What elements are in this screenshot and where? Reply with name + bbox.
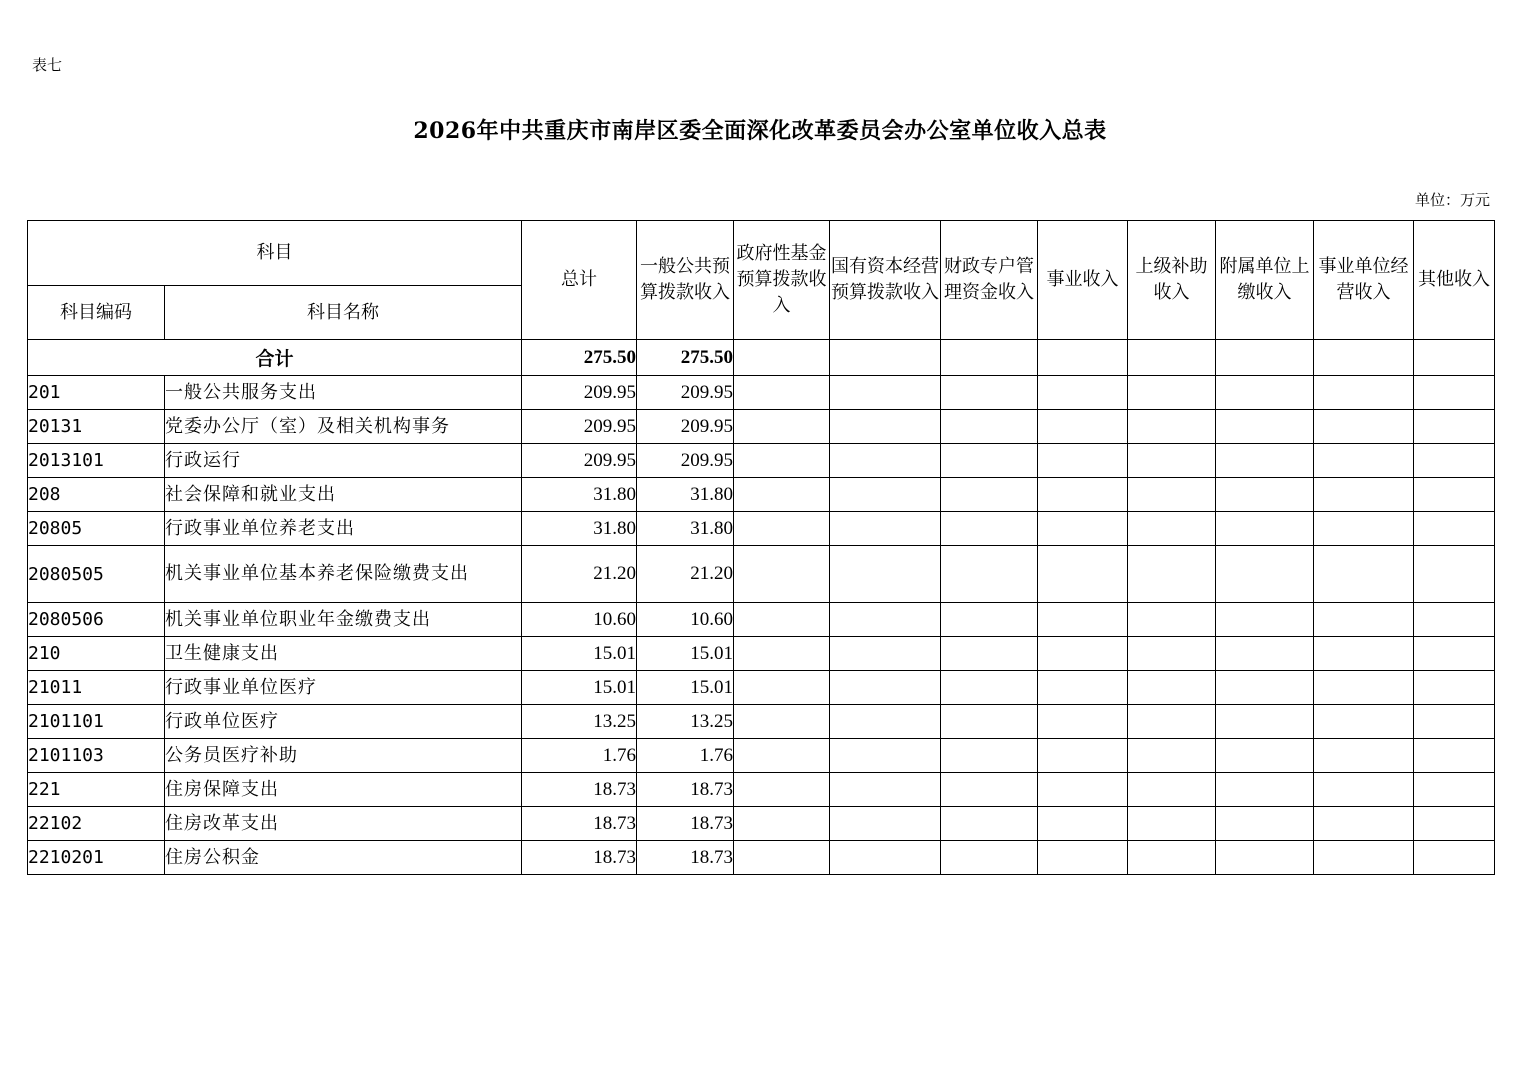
empty-cell [1314,705,1414,739]
total-cell: 21.20 [522,546,637,603]
subject-name: 行政事业单位医疗 [165,671,522,705]
subject-code: 208 [28,478,165,512]
empty-cell [830,444,941,478]
general-cell: 18.73 [637,807,734,841]
empty-cell [1128,773,1216,807]
empty-cell [1414,603,1495,637]
empty-cell [1216,841,1314,875]
subject-code: 2080505 [28,546,165,603]
subject-name: 行政单位医疗 [165,705,522,739]
empty-cell [1038,512,1128,546]
empty-cell [1314,512,1414,546]
empty-cell [941,444,1038,478]
empty-cell [1038,705,1128,739]
empty-cell [734,376,830,410]
empty-cell [941,637,1038,671]
total-cell: 18.73 [522,841,637,875]
empty-cell [734,340,830,376]
table-row [28,478,1495,512]
empty-cell [1216,478,1314,512]
empty-cell [1216,410,1314,444]
empty-cell [1414,546,1495,603]
header-special-account: 财政专户管理资金收入 [941,221,1038,340]
table-row [28,376,1495,410]
empty-cell [1038,841,1128,875]
empty-cell [1414,512,1495,546]
table-row [28,705,1495,739]
empty-cell [1216,705,1314,739]
empty-cell [941,807,1038,841]
header-subsidy-income: 上级补助收入 [1128,221,1216,340]
subject-code: 2013101 [28,444,165,478]
empty-cell [830,376,941,410]
table-row [28,739,1495,773]
subject-name: 住房改革支出 [165,807,522,841]
empty-cell [1314,603,1414,637]
empty-cell [1314,739,1414,773]
empty-cell [734,546,830,603]
subject-code: 2101103 [28,739,165,773]
table-row [28,546,1495,603]
empty-cell [1038,773,1128,807]
header-subject: 科目 [28,221,522,286]
header-total: 总计 [522,221,637,340]
subject-name: 住房公积金 [165,841,522,875]
general-cell: 15.01 [637,637,734,671]
empty-cell [1314,671,1414,705]
empty-cell [734,444,830,478]
empty-cell [1314,773,1414,807]
empty-cell [1038,478,1128,512]
empty-cell [1038,739,1128,773]
total-cell: 13.25 [522,705,637,739]
empty-cell [1128,376,1216,410]
empty-cell [1128,739,1216,773]
subject-name: 住房保障支出 [165,773,522,807]
empty-cell [830,603,941,637]
header-business-income: 事业收入 [1038,221,1128,340]
page-title: 2026年中共重庆市南岸区委全面深化改革委员会办公室单位收入总表 [413,118,1107,144]
empty-cell [1128,841,1216,875]
empty-cell [734,705,830,739]
general-cell: 10.60 [637,603,734,637]
empty-cell [941,739,1038,773]
subject-name: 卫生健康支出 [165,637,522,671]
empty-cell [941,773,1038,807]
subject-name: 公务员医疗补助 [165,739,522,773]
empty-cell [941,340,1038,376]
subject-name: 机关事业单位基本养老保险缴费支出 [165,546,522,603]
empty-cell [1128,671,1216,705]
empty-cell [734,841,830,875]
empty-cell [1414,340,1495,376]
subject-name: 机关事业单位职业年金缴费支出 [165,603,522,637]
general-cell: 21.20 [637,546,734,603]
empty-cell [1128,410,1216,444]
empty-cell [830,739,941,773]
empty-cell [1038,444,1128,478]
subject-code: 20131 [28,410,165,444]
header-general-budget: 一般公共预算拨款收入 [637,221,734,340]
total-cell: 31.80 [522,512,637,546]
empty-cell [1314,340,1414,376]
general-cell: 18.73 [637,841,734,875]
empty-cell [1038,807,1128,841]
empty-cell [941,841,1038,875]
general-cell: 18.73 [637,773,734,807]
table-row [28,773,1495,807]
table-row [28,512,1495,546]
empty-cell [1314,410,1414,444]
empty-cell [1128,340,1216,376]
empty-cell [734,410,830,444]
empty-cell [1314,444,1414,478]
total-cell: 209.95 [522,444,637,478]
empty-cell [830,340,941,376]
empty-cell [830,478,941,512]
subject-name: 行政运行 [165,444,522,478]
empty-cell [1414,478,1495,512]
header-operating-income: 事业单位经营收入 [1314,221,1414,340]
empty-cell [1314,637,1414,671]
empty-cell [1314,478,1414,512]
empty-cell [941,512,1038,546]
general-cell: 31.80 [637,512,734,546]
empty-cell [1216,637,1314,671]
header-fund-budget: 政府性基金预算拨款收入 [734,221,830,340]
total-cell: 31.80 [522,478,637,512]
empty-cell [734,773,830,807]
income-summary-table [27,220,1495,875]
subject-code: 221 [28,773,165,807]
empty-cell [1128,637,1216,671]
subject-code: 21011 [28,671,165,705]
empty-cell [1414,637,1495,671]
subject-name: 一般公共服务支出 [165,376,522,410]
empty-cell [1216,739,1314,773]
empty-cell [941,546,1038,603]
empty-cell [830,546,941,603]
empty-cell [1414,671,1495,705]
empty-cell [734,478,830,512]
unit-note: 单位：万元 [1414,191,1490,209]
header-subject-code: 科目编码 [28,286,165,340]
empty-cell [1216,773,1314,807]
empty-cell [1128,546,1216,603]
empty-cell [1414,410,1495,444]
empty-cell [941,410,1038,444]
empty-cell [1216,671,1314,705]
total-cell: 15.01 [522,671,637,705]
empty-cell [830,841,941,875]
total-cell: 1.76 [522,739,637,773]
empty-cell [1216,512,1314,546]
general-cell: 1.76 [637,739,734,773]
empty-cell [1128,705,1216,739]
empty-cell [1414,807,1495,841]
subject-code: 20805 [28,512,165,546]
empty-cell [1216,546,1314,603]
empty-cell [1128,444,1216,478]
empty-cell [1128,807,1216,841]
header-subject-name: 科目名称 [165,286,522,340]
header-other-income: 其他收入 [1414,221,1495,340]
empty-cell [1216,376,1314,410]
table-row [28,841,1495,875]
empty-cell [1414,705,1495,739]
empty-cell [1038,637,1128,671]
subject-code: 2101101 [28,705,165,739]
empty-cell [830,410,941,444]
general-cell: 13.25 [637,705,734,739]
empty-cell [1314,841,1414,875]
empty-cell [1038,603,1128,637]
total-cell: 15.01 [522,637,637,671]
empty-cell [1414,841,1495,875]
general-cell: 209.95 [637,376,734,410]
empty-cell [734,807,830,841]
subject-code: 2210201 [28,841,165,875]
empty-cell [1038,376,1128,410]
empty-cell [830,671,941,705]
subject-code: 201 [28,376,165,410]
header-state-capital: 国有资本经营预算拨款收入 [830,221,941,340]
subject-name: 党委办公厅（室）及相关机构事务 [165,410,522,444]
subject-name: 行政事业单位养老支出 [165,512,522,546]
table-row [28,637,1495,671]
general-cell: 209.95 [637,444,734,478]
empty-cell [941,376,1038,410]
total-cell: 209.95 [522,376,637,410]
table-row [28,444,1495,478]
header-affiliated-income: 附属单位上缴收入 [1216,221,1314,340]
empty-cell [941,478,1038,512]
empty-cell [1128,478,1216,512]
subject-code: 210 [28,637,165,671]
empty-cell [830,705,941,739]
empty-cell [734,739,830,773]
empty-cell [830,773,941,807]
table-row [28,603,1495,637]
empty-cell [1038,340,1128,376]
empty-cell [734,603,830,637]
empty-cell [1414,444,1495,478]
empty-cell [1314,546,1414,603]
empty-cell [1314,807,1414,841]
subject-name: 社会保障和就业支出 [165,478,522,512]
empty-cell [734,671,830,705]
empty-cell [1216,603,1314,637]
empty-cell [734,512,830,546]
empty-cell [941,671,1038,705]
empty-cell [1314,376,1414,410]
empty-cell [830,637,941,671]
empty-cell [1414,773,1495,807]
empty-cell [1038,671,1128,705]
empty-cell [1128,603,1216,637]
general-cell: 209.95 [637,410,734,444]
empty-cell [1216,807,1314,841]
empty-cell [1038,410,1128,444]
general-cell: 31.80 [637,478,734,512]
table-row [28,410,1495,444]
table-row [28,671,1495,705]
empty-cell [1128,512,1216,546]
total-cell: 275.50 [522,340,637,376]
total-label: 合计 [28,340,522,376]
empty-cell [1414,376,1495,410]
general-cell: 15.01 [637,671,734,705]
subject-code: 2080506 [28,603,165,637]
total-cell: 18.73 [522,807,637,841]
empty-cell [830,807,941,841]
table-row [28,807,1495,841]
empty-cell [830,512,941,546]
empty-cell [941,603,1038,637]
empty-cell [1038,546,1128,603]
total-cell: 10.60 [522,603,637,637]
empty-cell [941,705,1038,739]
subject-code: 22102 [28,807,165,841]
table-number: 表七 [32,56,63,74]
empty-cell [1414,739,1495,773]
empty-cell [1216,444,1314,478]
total-cell: 18.73 [522,773,637,807]
general-cell: 275.50 [637,340,734,376]
empty-cell [1216,340,1314,376]
empty-cell [734,637,830,671]
total-cell: 209.95 [522,410,637,444]
total-row [28,340,1495,376]
